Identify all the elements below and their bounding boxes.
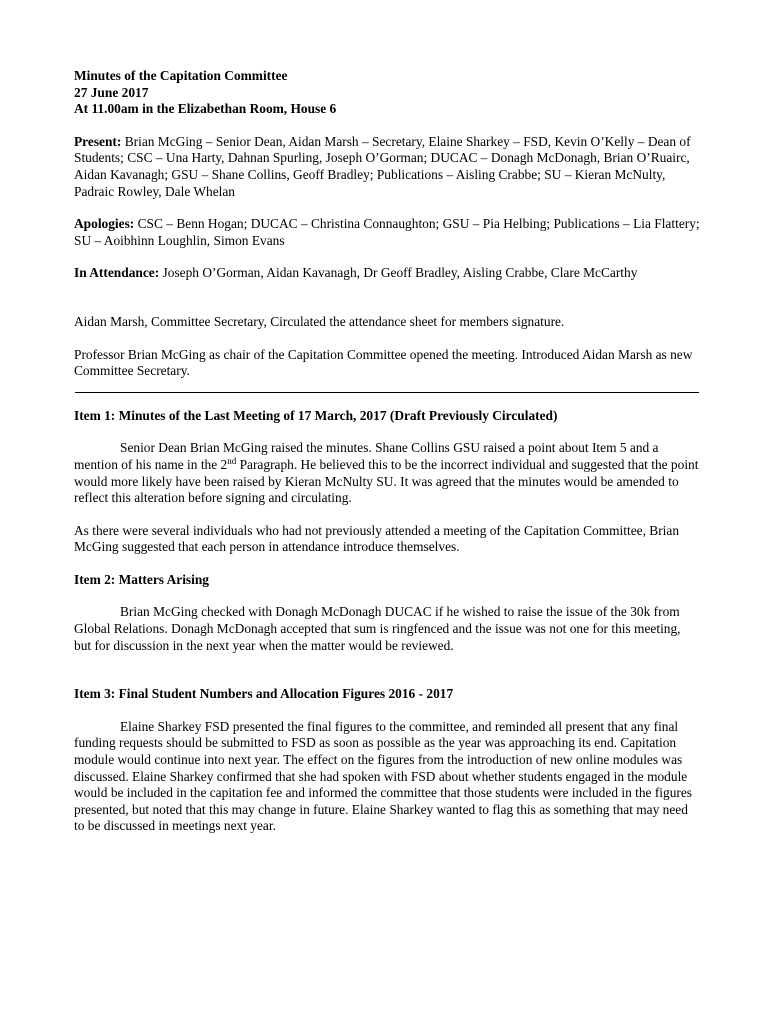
apologies-label: Apologies: [74,216,135,232]
document-page [74,68,700,835]
section-divider [75,392,699,393]
present-list [74,134,700,200]
item1-paragraph [74,440,700,506]
item2-paragraph: Brian McGing checked with Donagh McDonagh DUCAC if he wished to raise the issue of the 30k from Global Relations. Donagh McDonagh accepted that sum is ringfenced and the issue was not one for this meeting, but for discussion in the next year when the matter would be reviewed. [74,604,681,653]
item1-text-b: Paragraph. He believed this to be the incorrect individual and suggested that the point would more likely have been raised by Kieran McNulty SU. It was agreed that the minutes would be amended to reflect this alteration before signing and circulating. [74,456,699,506]
document-title: Minutes of the Capitation Committee [74,68,288,83]
present-names: Brian McGing – Senior Dean, Aidan Marsh – Secretary, Elaine Sharkey – FSD, Kevin O’Kelly – Dean of Students; CSC – Una Harty, Dahnan Spurling, Joseph O’Gorman; DUCAC – Donagh McDonagh, Brian O’Ruairc, Aidan Kavanagh; GSU – Shane Collins, Geoff Bradley; Publications – Aisling Crabbe; SU – Kieran McNulty, Padraic Rowley, Dale Whelan [74,133,691,199]
attendance-label: In Attendance: [74,265,160,281]
item1-paragraph: As there were several individuals who had not previously attended a meeting of the Capitation Committee, Brian McGing suggested that each person in attendance introduce themselves. [74,522,680,555]
item1-heading: Item 1: Minutes of the Last Meeting of 17 March, 2017 (Draft Previously Circulated) [74,407,558,423]
apologies-names: CSC – Benn Hogan; DUCAC – Christina Connaughton; GSU – Pia Helbing; Publications – Lia Flattery; SU – Aoibhinn Loughlin, Simon Evans [74,216,700,248]
item3-heading: Item 3: Final Student Numbers and Allocation Figures 2016 - 2017 [74,686,454,702]
attendance-list [74,265,700,282]
present-label: Present: [74,133,122,149]
attendance-names: Joseph O’Gorman, Aidan Kavanagh, Dr Geoff Bradley, Aisling Crabbe, Clare McCarthy [159,265,638,281]
intro-paragraph: Aidan Marsh, Committee Secretary, Circulated the attendance sheet for members signature. [74,313,565,329]
item2-heading: Item 2: Matters Arising [74,571,209,587]
item1-text-a: Senior Dean Brian McGing raised the minutes. Shane Collins GSU raised a point about Item 5 and a mention of his name in the 2 [74,440,659,472]
meeting-venue: At 11.00am in the Elizabethan Room, House 6 [74,101,337,117]
ordinal-suffix: nd [227,455,237,466]
apologies-list [74,216,700,249]
meeting-date: 27 June 2017 [74,84,149,100]
document-header [74,68,700,118]
item3-paragraph: Elaine Sharkey FSD presented the final figures to the committee, and reminded all present that any final funding requests should be submitted to FSD as soon as possible as the year was approaching its end. Capitation module would continue into next year. The effect on the figures from the introduction of new online modules was discussed. Elaine Sharkey confirmed that she had spoken with FSD about whether students engaged in the module would be included in the capitation fee and informed the committee that those students were included in the figures presented, but noted that this may change in future. Elaine Sharkey wanted to flag this as something that may need to be discussed in meetings next year. [74,718,693,834]
intro-paragraph: Professor Brian McGing as chair of the Capitation Committee opened the meeting. Introduced Aidan Marsh as new Committee Secretary. [74,346,693,379]
